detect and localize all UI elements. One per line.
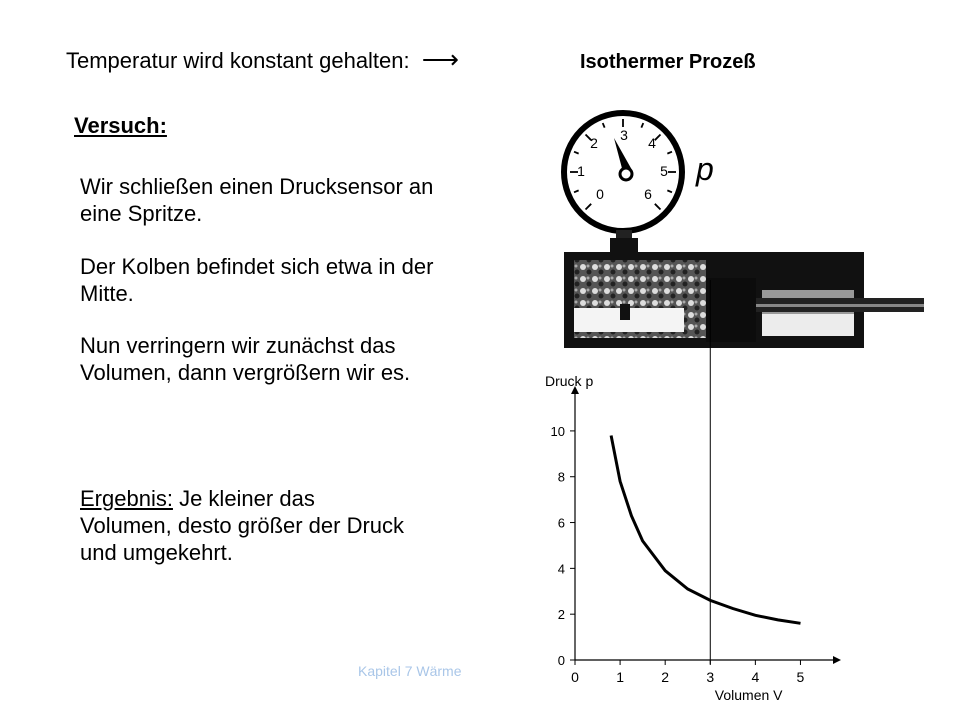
paragraph-3: Nun verringern wir zunächst das Volumen, dann vergrößern wir es. [80,333,411,385]
y-tick-label: 4 [557,561,565,577]
heading [66,44,459,75]
y-ticks [551,424,575,668]
y-tick-label: 0 [557,653,565,668]
x-tick-label: 4 [751,669,760,685]
y-axis-label: Druck p [545,373,594,389]
x-tick-label: 5 [796,669,805,685]
gauge-label-6: 6 [644,186,652,202]
page-title: Isothermer Prozeß [580,51,756,73]
arrow-icon: ⟶ [421,44,460,74]
x-axis-arrow [833,656,841,664]
x-axis-label: Volumen V [714,687,783,703]
x-tick-label: 2 [661,669,670,685]
x-tick-label: 1 [616,669,624,685]
ergebnis-block [80,485,410,566]
paragraph-2: Der Kolben befindet sich etwa in der Mitte. [80,254,434,306]
pressure-gauge [564,113,714,252]
syringe [564,252,924,348]
footer-text: Kapitel 7 Wärme [358,663,462,679]
gauge-label-2: 2 [590,135,598,151]
versuch-label: Versuch: [74,113,167,138]
y-tick-label: 10 [550,423,565,439]
gauge-label-1: 1 [577,163,585,179]
gauge-label-0: 0 [596,186,604,202]
gauge-label-5: 5 [660,163,668,179]
x-tick-label: 0 [571,669,579,685]
gauge-label-3: 3 [620,127,628,143]
ergebnis-label: Ergebnis: [80,486,173,511]
y-tick-label: 8 [557,469,565,485]
heading-text: Temperatur wird konstant gehalten: [66,48,410,73]
y-tick-label: 6 [557,515,565,531]
y-tick-label: 2 [557,607,565,623]
x-tick-label: 3 [706,669,715,685]
gauge-symbol: p [696,151,714,187]
gauge-label-4: 4 [648,135,656,151]
series-line [611,436,800,624]
paragraph-1: Wir schließen einen Drucksensor an eine Spritze. [80,174,434,226]
x-ticks [571,660,804,685]
experiment-figure [520,108,940,708]
ergebnis-text: Je kleiner das Volumen, desto größer der Druck und umgekehrt. [80,486,405,565]
